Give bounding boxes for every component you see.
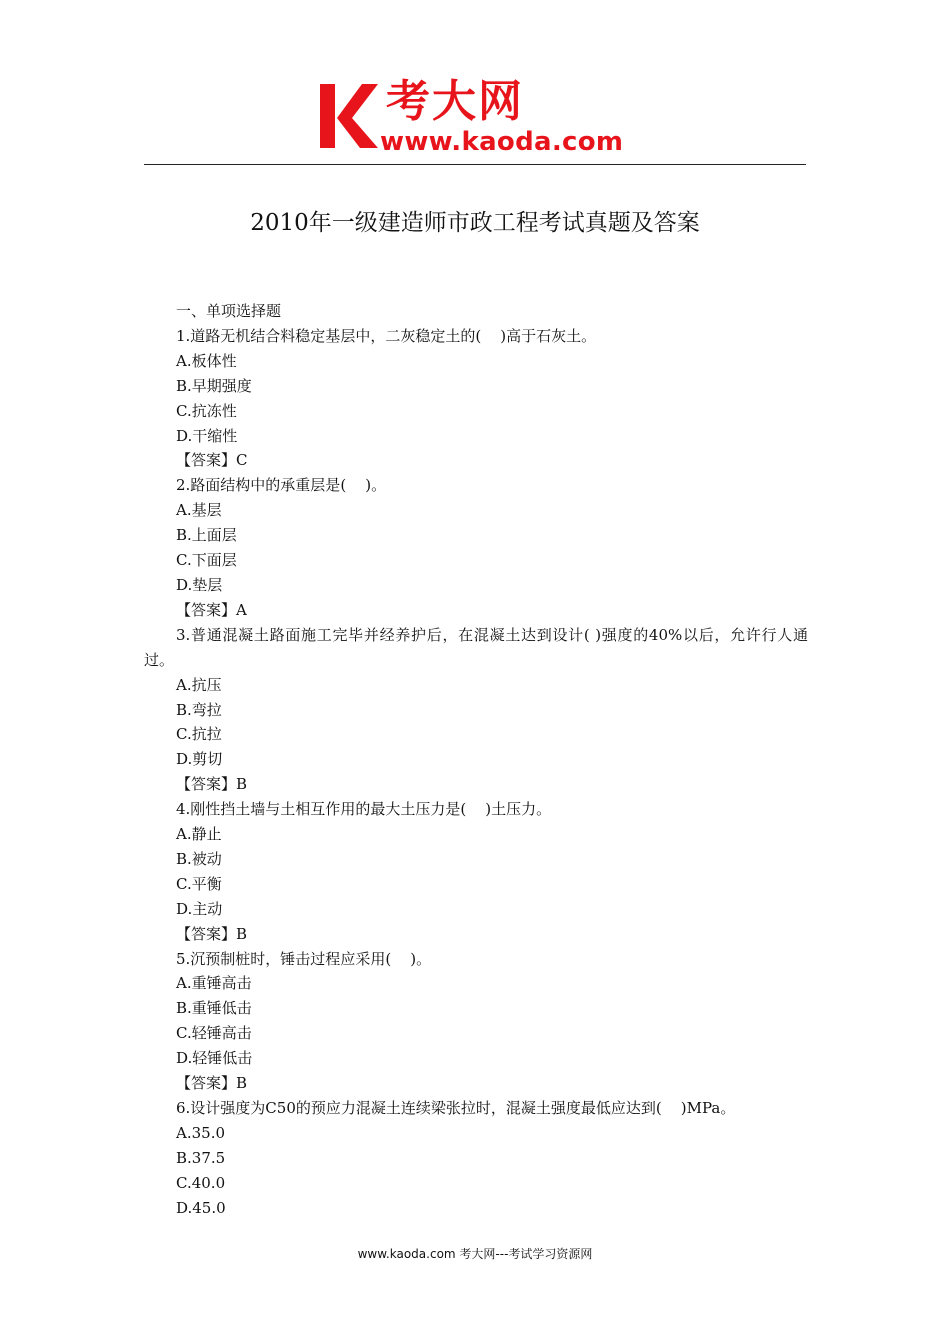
section-heading: 一、单项选择题 (176, 302, 282, 320)
document-title: 2010年一级建造师市政工程考试真题及答案 (250, 210, 700, 236)
logo-brand-text: 考大网 (386, 76, 524, 127)
option-line: A.重锤高击 (176, 974, 252, 993)
option-line: A.35.0 (176, 1123, 225, 1142)
option-line: B.重锤低击 (176, 999, 252, 1018)
question-1: 1.道路无机结合料稳定基层中，二灰稳定土的( )高于石灰土。 (176, 326, 597, 345)
option-line: B.被动 (176, 849, 222, 868)
option-line: D.剪切 (176, 750, 223, 769)
option-line: D.垫层 (176, 575, 223, 594)
option-line: C.抗冻性 (176, 401, 237, 420)
option-line: D.主动 (176, 899, 223, 918)
logo-url-text: www.kaoda.com (380, 127, 624, 157)
question-content (144, 299, 808, 1221)
answer-line: 【答案】B (176, 1074, 248, 1093)
kaoda-logo (318, 76, 648, 160)
option-line: C.轻锤高击 (176, 1024, 252, 1043)
answer-line: 【答案】C (176, 451, 248, 470)
question-5: 5.沉预制桩时，锤击过程应采用( )。 (176, 949, 432, 968)
option-line: A.板体性 (176, 351, 237, 370)
option-line: D.干缩性 (176, 426, 238, 445)
answer-line: 【答案】B (176, 924, 248, 943)
answer-line: 【答案】A (176, 600, 247, 619)
option-line: C.平衡 (176, 874, 222, 893)
k-logo-icon (318, 82, 380, 150)
option-line: D.轻锤低击 (176, 1049, 253, 1068)
option-line: A.基层 (176, 501, 222, 520)
header-divider (144, 164, 806, 165)
option-line: B.上面层 (176, 526, 237, 545)
question-3: 3.普通混凝土路面施工完毕并经养护后，在混凝土达到设计( )强度的40%以后，允许行人通过。 (144, 625, 808, 669)
option-line: A.静止 (176, 825, 222, 844)
option-line: A.抗压 (176, 675, 222, 694)
option-line: C.下面层 (176, 551, 237, 570)
option-line: D.45.0 (176, 1198, 226, 1217)
option-line: B.弯拉 (176, 700, 222, 719)
question-6: 6.设计强度为C50的预应力混凝土连续梁张拉时，混凝土强度最低应达到( )MPa。 (176, 1099, 736, 1117)
page-footer: www.kaoda.com 考大网---考试学习资源网 (357, 1247, 593, 1261)
answer-line: 【答案】B (176, 775, 248, 794)
option-line: B.早期强度 (176, 376, 252, 395)
question-4: 4.刚性挡土墙与土相互作用的最大土压力是( )土压力。 (176, 800, 552, 819)
question-2: 2.路面结构中的承重层是( )。 (176, 476, 387, 495)
option-line: C.40.0 (176, 1173, 226, 1192)
option-line: B.37.5 (176, 1148, 226, 1167)
option-line: C.抗拉 (176, 725, 222, 744)
